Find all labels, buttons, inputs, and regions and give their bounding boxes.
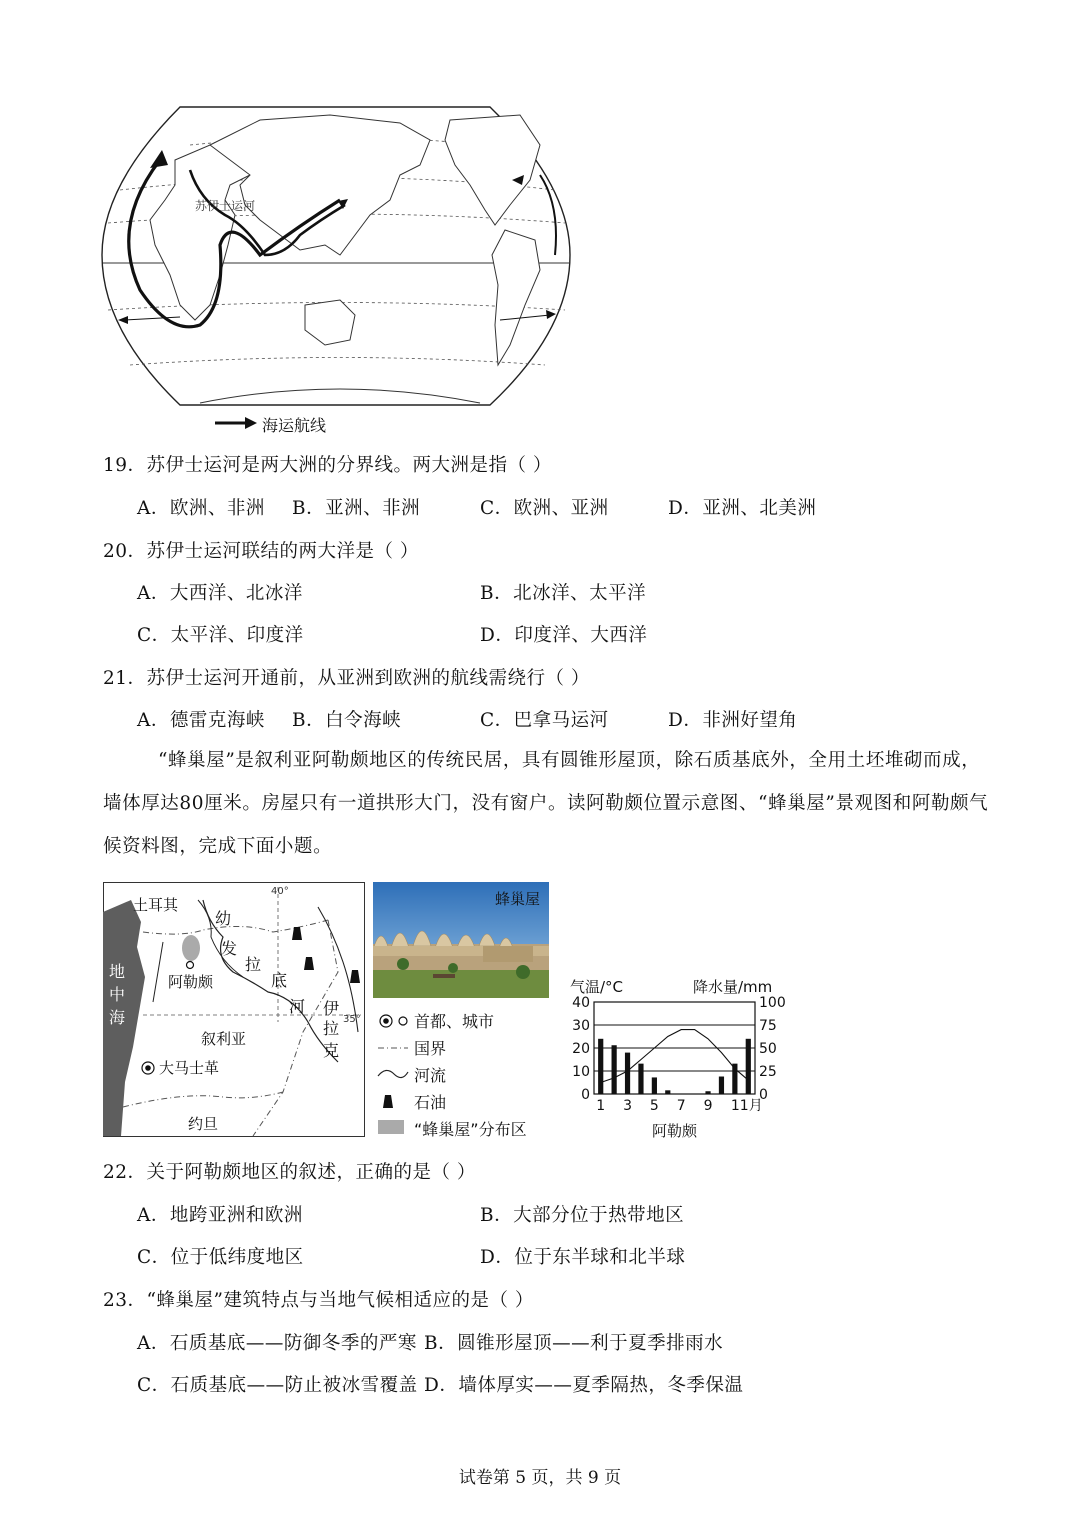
chart-precip-bar xyxy=(598,1039,603,1094)
chart-temp-tick: 20 xyxy=(572,1041,590,1057)
label-iraq-1: 伊 xyxy=(323,999,340,1018)
chart-precip-bar xyxy=(612,1045,617,1094)
beehive-area-icon xyxy=(378,1120,404,1134)
label-euphrates-3: 拉 xyxy=(245,955,262,974)
passage-line-2: 墙体厚达80厘米。房屋只有一道拱形大门，没有窗户。读阿勒颇位置示意图、“蜂巢屋”景观图和阿勒颇气 xyxy=(103,793,989,814)
chart-month-tick: 9 xyxy=(703,1098,713,1114)
q23-option-c: C．石质基底——防止被冰雪覆盖 xyxy=(137,1375,418,1396)
question-20-stem: 20．苏伊士运河联结的两大洋是（ ） xyxy=(103,541,419,562)
label-med-3: 海 xyxy=(109,1008,126,1027)
suez-canal-label: 苏伊士运河 xyxy=(195,199,256,213)
q19-option-c: C．欧洲、亚洲 xyxy=(480,498,609,519)
label-med-1: 地 xyxy=(109,962,126,981)
river-icon xyxy=(378,1070,408,1077)
route-legend-label: 海运航线 xyxy=(262,416,327,435)
chart-precip-bar xyxy=(625,1053,630,1094)
label-jordan: 约旦 xyxy=(188,1115,219,1133)
map-legend xyxy=(376,1006,566,1144)
chart-temp-axis-label: 气温/°C xyxy=(570,978,624,996)
q21-option-c: C．巴拿马运河 xyxy=(480,710,609,731)
q20-option-c: C．太平洋、印度洋 xyxy=(137,625,304,646)
passage-line-1: “蜂巢屋”是叙利亚阿勒颇地区的传统民居，具有圆锥形屋顶，除石质基底外，全用土坯堆砌而成， xyxy=(158,750,981,771)
page-footer: 试卷第 5 页，共 9 页 xyxy=(458,1468,622,1488)
chart-month-tick: 11月 xyxy=(730,1098,763,1114)
q20-option-a: A．大西洋、北冰洋 xyxy=(137,583,303,604)
label-damascus: 大马士革 xyxy=(159,1059,220,1077)
legend-capital-city: 首都、城市 xyxy=(414,1012,495,1031)
q23-option-a: A．石质基底——防御冬季的严寒 xyxy=(137,1333,417,1354)
aleppo-location-map xyxy=(103,882,365,1137)
legend-beehive-area: “蜂巢屋”分布区 xyxy=(414,1120,527,1139)
label-lat-35: 35° xyxy=(343,1014,361,1025)
photo-title: 蜂巢屋 xyxy=(495,890,541,908)
chart-precip-bar xyxy=(652,1077,657,1094)
question-19-stem: 19．苏伊士运河是两大洲的分界线。两大洲是指（ ） xyxy=(103,455,552,476)
chart-month-tick: 1 xyxy=(596,1098,606,1114)
q19-option-a: A．欧洲、非洲 xyxy=(137,498,265,519)
chart-month-tick: 7 xyxy=(676,1098,686,1114)
chart-temp-tick: 30 xyxy=(572,1018,590,1034)
label-lon-40: 40° xyxy=(271,886,289,897)
chart-precip-bar xyxy=(638,1064,643,1094)
q20-option-d: D．印度洋、大西洋 xyxy=(480,625,648,646)
chart-precip-axis-label: 降水量/mm xyxy=(693,978,773,996)
chart-precip-tick: 0 xyxy=(759,1087,768,1103)
chart-precip-tick: 50 xyxy=(759,1041,777,1057)
q21-option-b: B．白令海峡 xyxy=(292,710,402,731)
chart-precip-bar xyxy=(746,1039,751,1094)
q22-option-d: D．位于东半球和北半球 xyxy=(480,1247,686,1268)
legend-border: 国界 xyxy=(414,1039,447,1058)
label-euphrates-4: 底 xyxy=(271,971,288,990)
climate-chart xyxy=(560,975,790,1143)
chart-month-tick: 5 xyxy=(649,1098,659,1114)
chart-temp-tick: 40 xyxy=(572,995,590,1011)
legend-river: 河流 xyxy=(414,1066,447,1085)
chart-precip-tick: 25 xyxy=(759,1064,777,1080)
oil-icon xyxy=(383,1095,393,1108)
chart-precip-tick: 100 xyxy=(759,995,786,1011)
chart-month-tick: 3 xyxy=(623,1098,633,1114)
arrow-icon xyxy=(215,416,257,430)
q21-option-a: A．德雷克海峡 xyxy=(137,710,265,731)
question-21-stem: 21．苏伊士运河开通前，从亚洲到欧洲的航线需绕行（ ） xyxy=(103,668,590,689)
beehive-distribution-area xyxy=(182,935,200,961)
beehive-house-photo xyxy=(373,882,549,998)
passage-line-3: 候资料图，完成下面小题。 xyxy=(103,836,333,857)
city-icon xyxy=(399,1017,407,1025)
q22-option-b: B．大部分位于热带地区 xyxy=(480,1205,685,1226)
chart-temperature-line xyxy=(601,1030,749,1083)
label-syria: 叙利亚 xyxy=(201,1030,247,1048)
passage xyxy=(103,739,989,868)
chart-precip-bar xyxy=(719,1077,724,1094)
q23-option-b: B．圆锥形屋顶——利于夏季排雨水 xyxy=(424,1333,724,1354)
label-med-2: 中 xyxy=(109,985,126,1004)
legend-oil: 石油 xyxy=(414,1093,447,1112)
label-aleppo: 阿勒颇 xyxy=(168,973,214,991)
chart-precip-tick: 75 xyxy=(759,1018,777,1034)
label-iraq-3: 克 xyxy=(323,1041,340,1060)
label-iraq-2: 拉 xyxy=(323,1019,340,1038)
question-23-stem: 23．“蜂巢屋”建筑特点与当地气候相适应的是（ ） xyxy=(103,1290,534,1311)
chart-temp-tick: 0 xyxy=(581,1087,590,1103)
label-euphrates-2: 发 xyxy=(221,939,238,958)
q21-option-d: D．非洲好望角 xyxy=(668,710,798,731)
q22-option-a: A．地跨亚洲和欧洲 xyxy=(137,1205,303,1226)
chart-temp-tick: 10 xyxy=(572,1064,590,1080)
q19-option-d: D．亚洲、北美洲 xyxy=(668,498,817,519)
label-turkey: 土耳其 xyxy=(133,896,179,914)
q22-option-c: C．位于低纬度地区 xyxy=(137,1247,304,1268)
q23-option-d: D．墙体厚实——夏季隔热，冬季保温 xyxy=(424,1375,744,1396)
q19-option-b: B．亚洲、非洲 xyxy=(292,498,421,519)
chart-precip-bar xyxy=(705,1091,710,1094)
label-euphrates-1: 幼 xyxy=(215,909,232,928)
chart-title: 阿勒颇 xyxy=(652,1122,698,1140)
aleppo-city-marker xyxy=(187,962,194,969)
question-22-stem: 22．关于阿勒颇地区的叙述，正确的是（ ） xyxy=(103,1162,476,1183)
chart-precip-bar xyxy=(665,1090,670,1094)
q20-option-b: B．北冰洋、太平洋 xyxy=(480,583,647,604)
label-euphrates-5: 河 xyxy=(289,997,306,1016)
world-route-map xyxy=(100,105,580,445)
